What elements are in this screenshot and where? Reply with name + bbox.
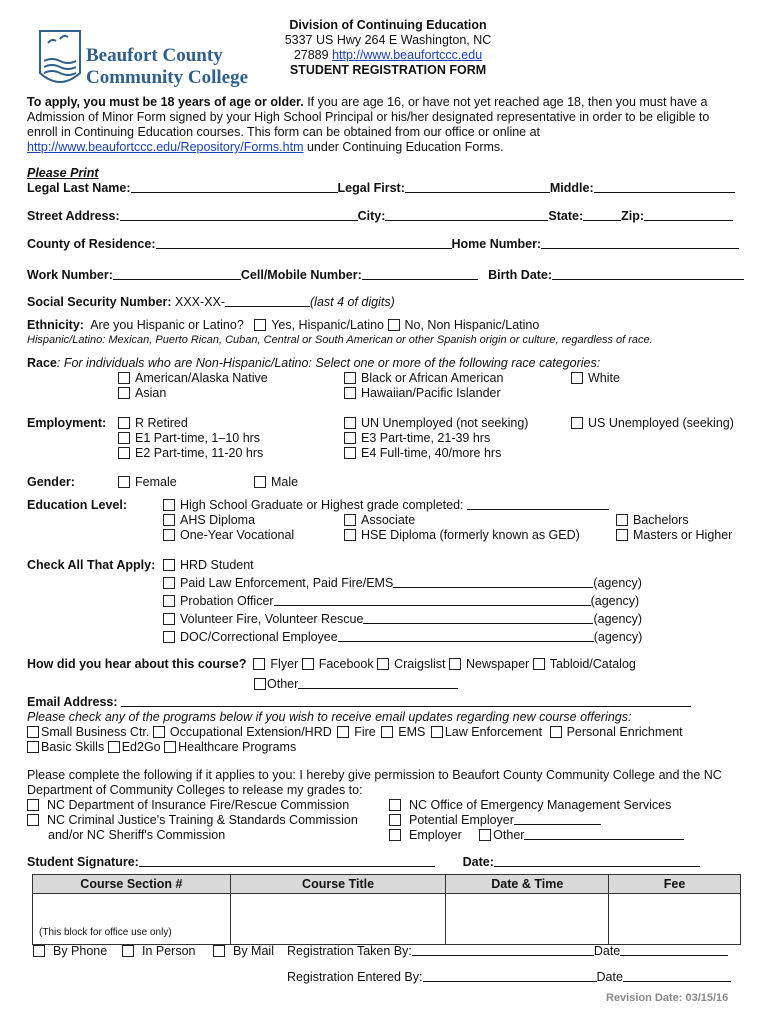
race-option [571,371,620,385]
education-checkbox[interactable] [163,499,175,511]
release-checkbox[interactable] [389,829,401,841]
education-option-label: Bachelors [633,513,689,527]
release-other-label: Other [493,828,525,842]
race-label: Race [27,356,57,370]
check-all-checkbox[interactable] [163,595,175,607]
agency-field[interactable] [338,641,594,642]
employment-option-label: E3 Part-time, 21-39 hrs [361,431,491,445]
tabloid-label: Tabloid/Catalog [549,657,636,671]
logo [36,27,249,91]
hear-row [27,657,636,671]
date-time-header: Date & Time [446,875,609,894]
employment-option-label: R Retired [135,416,188,430]
program-checkbox[interactable] [550,726,562,738]
ethnicity-note: Hispanic/Latino: Mexican, Puerto Rican, Cuban, Central or South American or other Spanish origin or culture, regardless of race. [27,334,653,346]
county-label: County of Residence: [27,237,156,251]
release-checkbox[interactable] [389,799,401,811]
race-option-label: Black or African American [361,371,504,385]
in-person-option [122,944,196,958]
birth-date-label: Birth Date: [488,268,553,282]
in-person-checkbox[interactable] [122,945,134,957]
male-label: Male [271,475,299,489]
education-option [163,513,255,527]
facebook-checkbox[interactable] [302,658,314,670]
address-row [27,209,733,223]
work-number-label: Work Number: [27,268,113,282]
hear-other-field[interactable] [298,688,458,689]
program-checkbox[interactable] [27,726,39,738]
website-link[interactable]: http://www.beaufortccc.edu [332,48,483,62]
email-row [27,695,691,709]
newspaper-label: Newspaper [465,657,530,671]
home-number-label: Home Number: [451,237,542,251]
employment-checkbox[interactable] [118,432,130,444]
male-checkbox[interactable] [254,476,266,488]
program-label: Law Enforcement [444,725,543,739]
age-requirement: To apply, you must be 18 years of age or older. [27,95,304,109]
by-phone-label: By Phone [53,944,108,958]
ethnicity-label: Ethnicity: [27,318,84,332]
course-section-cell[interactable] [33,894,231,945]
taken-by-date-field[interactable] [620,955,728,956]
program-label: Small Business Ctr. [41,725,150,739]
release-option [389,798,671,812]
forms-link[interactable]: http://www.beaufortccc.edu/Repository/Forms.htm [27,140,304,154]
ssn-label: Social Security Number: [27,295,172,309]
program-label: Healthcare Programs [178,740,297,754]
entered-by-date-label: Date [596,970,623,984]
middle-label: Middle: [549,181,594,195]
employment-option [118,431,260,445]
release-option [27,798,349,812]
hear-label: How did you hear about this course? [27,657,247,671]
hear-other-checkbox[interactable] [254,678,266,690]
education-option [163,498,609,512]
release-option-label: NC Criminal Justice's Training & Standards Commission [47,813,358,827]
gender-male [254,475,298,489]
program-label: Personal Enrichment [566,725,683,739]
cell-number-label: Cell/Mobile Number: [240,268,362,282]
race-option-label: Hawaiian/Pacific Islander [361,386,501,400]
hispanic-no-checkbox[interactable] [388,319,400,331]
release-option [389,828,684,842]
education-option [163,528,294,542]
check-all-option [163,594,639,608]
employment-option-label: E1 Part-time, 1–10 hrs [135,431,261,445]
education-label: Education Level: [27,498,128,512]
agency-field[interactable] [274,605,591,606]
state-label: State: [548,209,584,223]
entered-by-date-field[interactable] [623,981,731,982]
program-label: EMS [398,725,426,739]
education-option [344,528,580,542]
city-label: City: [357,209,386,223]
signature-date-label: Date: [462,855,494,869]
check-all-option [163,612,642,626]
facebook-label: Facebook [318,657,374,671]
race-instruction: : For individuals who are Non-Hispanic/Latino: Select one or more of the following race categories: [56,356,601,370]
check-all-checkbox[interactable] [163,613,175,625]
release-option-label: NC Department of Insurance Fire/Rescue Commission [47,798,350,812]
program-checkbox[interactable] [164,741,176,753]
email-field[interactable] [121,706,691,707]
education-checkbox[interactable] [616,514,628,526]
hrd-student-checkbox[interactable] [163,559,175,571]
program-label: Basic Skills [41,740,105,754]
potential-employer-field[interactable] [514,824,601,825]
check-all-option [163,576,642,590]
education-option-label: AHS Diploma [180,513,256,527]
employment-option [118,446,263,460]
intro-line-2: Admission of Minor Form signed by your High School Principal or his/her designated representative in order to be eligible to [27,110,710,124]
office-use-table [32,874,741,945]
check-all-checkbox[interactable] [163,631,175,643]
employment-option [118,416,188,430]
in-person-label: In Person [142,944,196,958]
agency-label: (agency) [590,594,640,608]
address: 5337 US Hwy 264 E Washington, NC [284,33,492,47]
craigslist-checkbox[interactable] [377,658,389,670]
race-option-label: White [588,371,620,385]
zip-code: 27889 [293,48,329,62]
by-mail-option [213,944,274,958]
course-title-cell[interactable] [230,894,446,945]
race-checkbox[interactable] [118,387,130,399]
education-option-label: HSE Diploma (formerly known as GED) [361,528,580,542]
by-phone-checkbox[interactable] [33,945,45,957]
check-all-option-label: Volunteer Fire, Volunteer Rescue [180,612,364,626]
highest-grade-field[interactable] [467,509,609,510]
course-title-header: Course Title [230,875,446,894]
employment-option [344,431,490,445]
college-logo-icon [36,27,84,89]
programs-row-2 [27,740,296,754]
race-checkbox[interactable] [571,372,583,384]
education-checkbox[interactable] [616,529,628,541]
birth-date-field[interactable] [552,279,744,280]
race-checkbox[interactable] [344,387,356,399]
release-line-1: Please complete the following if it applies to you: I hereby give permission to Beaufort County Community College and the NC [27,768,722,782]
flyer-label: Flyer [270,657,299,671]
education-option [616,513,689,527]
employment-checkbox[interactable] [344,417,356,429]
education-option-label: High School Graduate or Highest grade completed: [180,498,464,512]
ssn-prefix: XXX-XX- [174,295,225,309]
please-print-label: Please Print [27,166,99,180]
agency-label: (agency) [593,576,642,590]
date-time-cell[interactable] [446,894,609,945]
hispanic-yes-checkbox[interactable] [254,319,266,331]
race-option-label: American/Alaska Native [135,371,268,385]
middle-field[interactable] [594,192,735,193]
race-option-label: Asian [135,386,167,400]
tabloid-checkbox[interactable] [533,658,545,670]
release-checkbox[interactable] [27,814,39,826]
taken-by-date-label: Date [593,944,621,958]
check-all-option-label: Probation Officer [180,594,274,608]
by-mail-checkbox[interactable] [213,945,225,957]
street-address-label: Street Address: [27,209,120,223]
education-checkbox[interactable] [344,514,356,526]
legal-last-name-field[interactable] [131,192,338,193]
newspaper-checkbox[interactable] [449,658,461,670]
check-all-label: Check All That Apply: [27,558,156,572]
signature-label: Student Signature: [27,855,139,869]
check-all-option-label: Paid Law Enforcement, Paid Fire/EMS [180,576,394,590]
program-checkbox[interactable] [431,726,443,738]
employment-checkbox[interactable] [571,417,583,429]
release-checkbox[interactable] [389,814,401,826]
email-instruction: Please check any of the programs below if you wish to receive email updates regarding new course offerings: [27,710,632,724]
zip-website [263,48,513,63]
check-all-checkbox[interactable] [163,577,175,589]
education-option [616,528,732,542]
ssn-note: (last 4 of digits) [310,295,395,309]
taken-by-label: Registration Taken By: [287,944,412,958]
employment-option [344,446,501,460]
phone-row [27,268,744,282]
program-label: Ed2Go [121,740,161,754]
street-address-field[interactable] [120,220,358,221]
cell-number-field[interactable] [362,279,478,280]
entered-by-label: Registration Entered By: [287,970,423,984]
zip-field[interactable] [644,220,733,221]
release-option [389,813,601,827]
release-other-checkbox[interactable] [479,829,491,841]
signature-date-field[interactable] [494,866,700,867]
female-checkbox[interactable] [118,476,130,488]
program-label: Occupational Extension/HRD [169,725,332,739]
employment-checkbox[interactable] [118,447,130,459]
agency-field[interactable] [393,587,593,588]
legal-last-name-label: Legal Last Name: [27,181,131,195]
education-option [344,513,415,527]
program-checkbox[interactable] [108,741,120,753]
education-checkbox[interactable] [163,529,175,541]
legal-first-label: Legal First: [337,181,405,195]
employment-label: Employment: [27,416,107,430]
race-option [118,386,166,400]
fee-cell[interactable] [609,894,741,945]
female-label: Female [135,475,177,489]
employment-option-label: E2 Part-time, 11-20 hrs [135,446,264,460]
program-checkbox[interactable] [381,726,393,738]
agency-label: (agency) [593,612,643,626]
employment-option-label: E4 Full-time, 40/more hrs [361,446,502,460]
taken-by-field[interactable] [412,955,594,956]
race-checkbox[interactable] [118,372,130,384]
race-row [27,356,600,370]
education-checkbox[interactable] [344,529,356,541]
intro-paragraph [27,95,709,155]
state-field[interactable] [583,220,621,221]
education-option-label: Associate [361,513,416,527]
ssn-field[interactable] [225,306,310,307]
employment-checkbox[interactable] [118,417,130,429]
race-checkbox[interactable] [344,372,356,384]
ssn-row [27,295,395,309]
zip-label: Zip: [621,209,645,223]
race-option [344,386,501,400]
release-option-label: Potential Employer [409,813,514,827]
release-option-label: NC Office of Emergency Management Services [409,798,672,812]
program-label: Fire [354,725,376,739]
gender-female [118,475,177,489]
release-checkbox[interactable] [27,799,39,811]
check-all-option-label: DOC/Correctional Employee [180,630,338,644]
employment-option-label: US Unemployed (seeking) [588,416,734,430]
county-field[interactable] [156,248,452,249]
release-other-field[interactable] [524,839,684,840]
race-option [118,371,268,385]
check-all-option [163,630,642,644]
employment-checkbox[interactable] [344,432,356,444]
flyer-checkbox[interactable] [253,658,265,670]
intro-line-3: enroll in Continuing Education courses. This form can be obtained from our office or online at [27,125,541,139]
hispanic-no-label: No, Non Hispanic/Latino [404,318,540,332]
hear-other-label: Other [267,677,299,691]
gender-label: Gender: [27,475,75,489]
by-mail-label: By Mail [233,944,274,958]
program-checkbox[interactable] [337,726,349,738]
employment-option [571,416,734,430]
revision-date: Revision Date: 03/15/16 [606,992,729,1004]
programs-row-1 [27,725,683,739]
release-option-label: Employer [409,828,462,842]
agency-label: (agency) [593,630,643,644]
office-use-note: (This block for office use only) [39,927,172,938]
entered-by-row [287,970,731,984]
email-label: Email Address: [27,695,118,709]
hear-other [254,677,458,691]
education-option-label: Masters or Higher [633,528,733,542]
county-row [27,237,739,251]
form-title: STUDENT REGISTRATION FORM [289,63,487,77]
work-number-field[interactable] [113,279,241,280]
hispanic-yes-label: Yes, Hispanic/Latino [271,318,385,332]
logo-line-1: Beaufort County [86,45,223,66]
signature-field[interactable] [139,866,435,867]
employment-checkbox[interactable] [344,447,356,459]
by-phone-option [33,944,107,958]
office-table-header-row [33,875,741,894]
employment-option [344,416,528,430]
education-option-label: One-Year Vocational [180,528,295,542]
name-row [27,181,735,195]
ethnicity-row [27,318,539,332]
program-checkbox[interactable] [153,726,165,738]
course-section-header: Course Section # [33,875,231,894]
education-checkbox[interactable] [163,514,175,526]
legal-first-field[interactable] [405,192,550,193]
program-checkbox[interactable] [27,741,39,753]
taken-by-row [287,944,728,958]
logo-line-2: Community College [86,67,249,88]
fee-header: Fee [609,875,741,894]
header-block [263,18,513,78]
intro-line-4: under Continuing Education Forms. [306,140,504,154]
release-option-cont: and/or NC Sheriff's Commission [48,828,226,842]
craigslist-label: Craigslist [394,657,446,671]
division-title: Division of Continuing Education [289,18,487,32]
hrd-student-label: HRD Student [180,558,254,572]
agency-field[interactable] [363,623,593,624]
hrd-student-option [163,558,254,572]
race-option [344,371,503,385]
city-field[interactable] [385,220,548,221]
intro-line-1: If you are age 16, or have not yet reached age 18, then you must have a [307,95,708,109]
release-line-2: Department of Community Colleges to release my grades to: [27,783,363,797]
release-option [27,813,358,827]
signature-row [27,855,700,869]
entered-by-field[interactable] [423,981,597,982]
home-number-field[interactable] [541,248,739,249]
office-table-row [33,894,741,945]
employment-option-label: UN Unemployed (not seeking) [361,416,529,430]
ethnicity-question: Are you Hispanic or Latino? [90,318,244,332]
